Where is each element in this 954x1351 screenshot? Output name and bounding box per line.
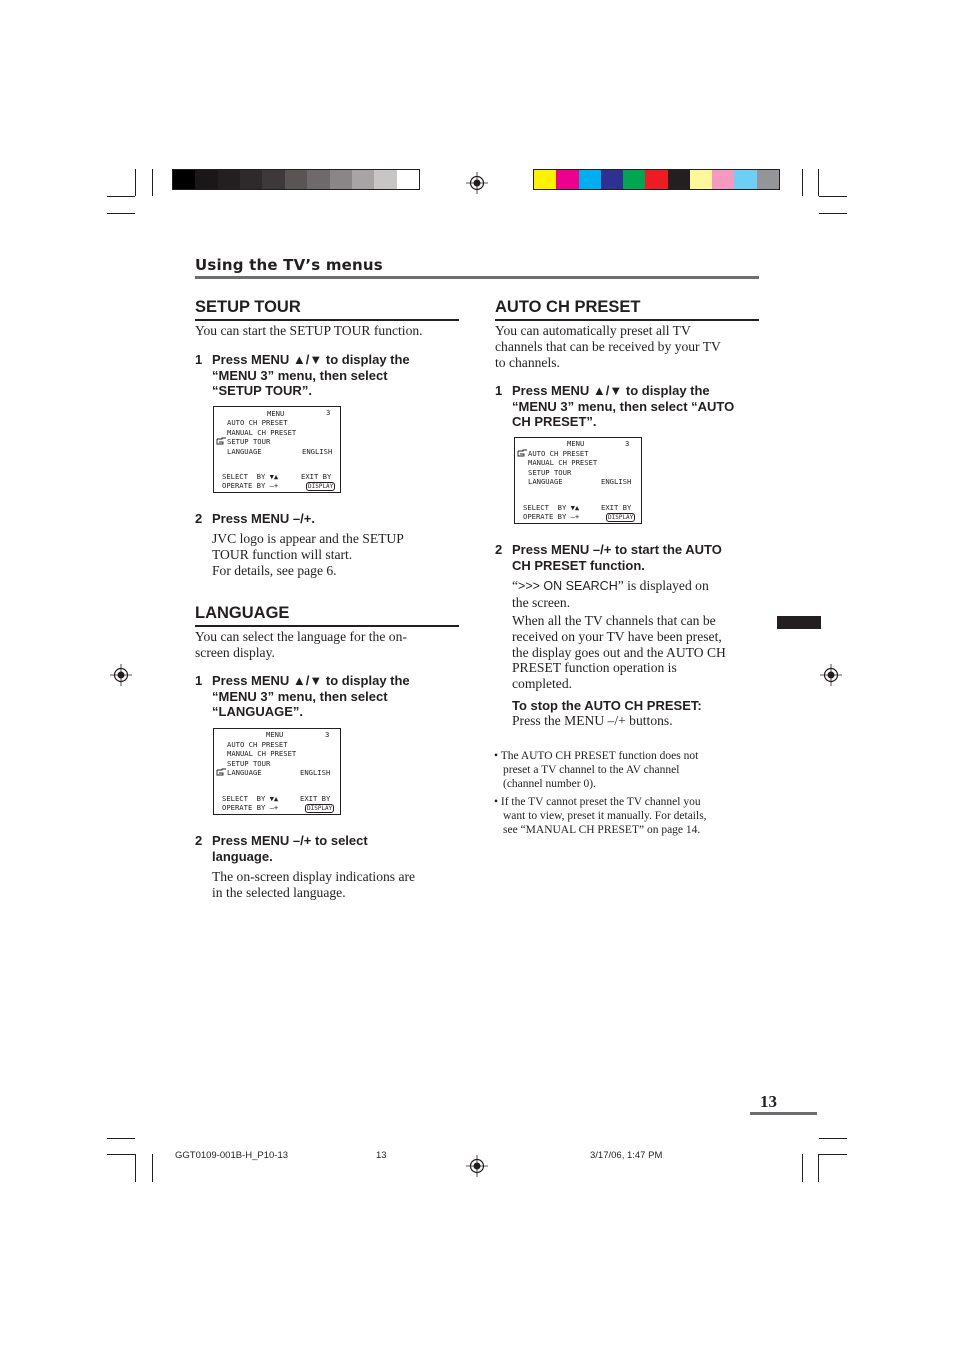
on-search-text: >>> ON SEARCH <box>518 579 618 593</box>
auto-ch-preset-stop-title: To stop the AUTO CH PRESET: <box>512 698 702 713</box>
language-rule <box>195 625 459 627</box>
language-step1-number: 1 <box>195 673 203 688</box>
osd-operate-label: OPERATE BY –+ <box>222 481 279 490</box>
body-line: screen display. <box>195 644 275 660</box>
quote-open: “ <box>512 578 519 593</box>
osd-item: MANUAL CH PRESET <box>227 428 297 437</box>
color-swatch <box>734 170 756 189</box>
auto-ch-preset-step1 <box>512 383 734 430</box>
body-line: in the selected language. <box>212 884 346 900</box>
footer-date: 3/17/06, 1:47 PM <box>590 1150 663 1161</box>
body-line: JVC logo is appear and the SETUP <box>212 531 404 546</box>
osd-operate-label: OPERATE BY –+ <box>222 803 279 812</box>
osd-menu-number: 3 <box>326 408 331 417</box>
setup-tour-step2-number: 2 <box>195 511 203 526</box>
body-line: When all the TV channels that can be <box>512 613 716 628</box>
chapter-title: Using the TV’s menus <box>195 256 383 274</box>
osd-exit-label: EXIT BY <box>601 503 632 512</box>
color-swatch <box>534 170 556 189</box>
osd-header: MENU <box>267 409 285 418</box>
color-swatch <box>601 170 623 189</box>
pointing-hand-icon <box>216 768 227 777</box>
step-line: “LANGUAGE”. <box>212 704 303 719</box>
color-swatch <box>668 170 690 189</box>
setup-tour-rule <box>195 319 459 321</box>
gray-swatch <box>262 170 284 189</box>
quote-close: ” is displayed on <box>617 578 709 593</box>
footer-file-name: GGT0109-001B-H_P10-13 <box>175 1150 289 1161</box>
body-line: TOUR function will start. <box>212 546 353 562</box>
language-step2 <box>212 833 368 864</box>
language-title: LANGUAGE <box>195 604 290 622</box>
osd-exit-label: EXIT BY <box>300 794 331 803</box>
osd-item: LANGUAGE <box>227 447 262 456</box>
osd-item: MANUAL CH PRESET <box>528 458 598 467</box>
step-line: CH PRESET function. <box>512 557 645 573</box>
language-step2-number: 2 <box>195 833 203 848</box>
gray-swatch <box>240 170 262 189</box>
auto-ch-preset-step2 <box>512 542 722 573</box>
setup-tour-intro: You can start the SETUP TOUR function. <box>195 323 423 338</box>
body-line: the display goes out and the AUTO CH <box>512 644 726 660</box>
color-swatch <box>712 170 734 189</box>
step-line: Press MENU –/+ to start the AUTO <box>512 542 722 557</box>
footer-page: 13 <box>376 1150 387 1161</box>
gray-swatch <box>285 170 307 189</box>
section-tab-marker <box>777 616 821 629</box>
body-line: The on-screen display indications are <box>212 869 416 884</box>
osd-menu-setup-tour <box>213 406 341 493</box>
grayscale-bar <box>172 169 420 190</box>
osd-select-label: SELECT BY ▼▲ <box>222 794 279 803</box>
page-number-rule <box>750 1112 817 1115</box>
step-line: Press MENU ▲/▼ to display the <box>512 383 710 398</box>
osd-item-selected: LANGUAGE <box>227 768 262 777</box>
auto-ch-preset-step1-number: 1 <box>495 383 503 398</box>
step-line: “MENU 3” menu, then select <box>212 688 388 704</box>
setup-tour-step2: Press MENU –/+. <box>212 511 315 526</box>
osd-item: LANGUAGE <box>528 477 563 486</box>
gray-swatch <box>195 170 217 189</box>
osd-display-button: DISPLAY <box>307 805 333 812</box>
color-swatch <box>645 170 667 189</box>
step-line: Press MENU ▲/▼ to display the <box>212 673 410 688</box>
registration-mark-bottom <box>466 1155 488 1177</box>
osd-menu-language <box>213 728 341 815</box>
body-line: PRESET function operation is <box>512 660 677 676</box>
auto-ch-preset-step2-number: 2 <box>495 542 503 557</box>
color-swatch <box>556 170 578 189</box>
step-line: “SETUP TOUR”. <box>212 383 312 398</box>
color-swatch <box>579 170 601 189</box>
color-swatch <box>690 170 712 189</box>
auto-ch-preset-completion <box>512 613 726 692</box>
auto-ch-preset-title: AUTO CH PRESET <box>495 298 641 316</box>
note-line: (channel number 0). <box>503 778 596 790</box>
osd-display-button: DISPLAY <box>308 483 334 490</box>
search-line <box>512 578 709 595</box>
osd-language-value: ENGLISH <box>300 768 331 777</box>
setup-tour-step1-number: 1 <box>195 352 203 367</box>
auto-ch-preset-search-message <box>512 578 709 611</box>
osd-language-value: ENGLISH <box>601 477 632 486</box>
note-line: preset a TV channel to the AV channel <box>503 764 680 776</box>
osd-header: MENU <box>567 439 585 448</box>
step-line: “MENU 3” menu, then select “AUTO <box>512 398 735 414</box>
step-line: Press MENU –/+ to select <box>212 833 368 848</box>
body-line: received on your TV have been preset, <box>512 628 722 644</box>
setup-tour-step2-body <box>212 531 404 578</box>
note-line: want to view, preset it manually. For details, <box>503 810 707 822</box>
step-line: “MENU 3” menu, then select <box>212 367 388 383</box>
body-line: the screen. <box>512 594 571 610</box>
registration-mark-top <box>466 172 488 194</box>
page-number: 13 <box>760 1092 777 1111</box>
note-line: see “MANUAL CH PRESET” on page 14. <box>503 824 701 836</box>
chapter-rule <box>195 276 759 279</box>
language-step1 <box>212 673 410 720</box>
osd-exit-label: EXIT BY <box>301 472 332 481</box>
body-line: to channels. <box>495 354 560 370</box>
auto-ch-preset-rule <box>495 319 759 321</box>
osd-display-button: DISPLAY <box>608 514 634 521</box>
osd-menu-number: 3 <box>325 730 330 739</box>
osd-item-selected: AUTO CH PRESET <box>528 449 589 458</box>
auto-ch-preset-intro <box>495 323 721 370</box>
setup-tour-title: SETUP TOUR <box>195 298 301 316</box>
gray-swatch <box>307 170 329 189</box>
osd-menu-number: 3 <box>625 439 630 448</box>
note-av-channel <box>494 749 698 791</box>
body-line: For details, see page 6. <box>212 562 337 578</box>
osd-operate-label: OPERATE BY –+ <box>523 512 580 521</box>
gray-swatch <box>374 170 396 189</box>
note-manual-preset <box>494 795 707 837</box>
osd-language-value: ENGLISH <box>302 447 333 456</box>
pointing-hand-icon <box>216 437 227 446</box>
osd-item-selected: SETUP TOUR <box>227 437 271 446</box>
body-line: You can automatically preset all TV <box>495 323 691 338</box>
body-line: completed. <box>512 676 573 692</box>
language-step2-body <box>212 869 415 901</box>
osd-select-label: SELECT BY ▼▲ <box>222 472 279 481</box>
osd-select-label: SELECT BY ▼▲ <box>523 503 580 512</box>
osd-menu-auto-ch-preset <box>514 437 642 524</box>
registration-mark-right <box>820 664 842 686</box>
auto-ch-preset-stop-body: Press the MENU –/+ buttons. <box>512 713 673 728</box>
step-line: language. <box>212 848 273 864</box>
gray-swatch <box>173 170 195 189</box>
gray-swatch <box>330 170 352 189</box>
setup-tour-step1 <box>212 352 410 399</box>
gray-swatch <box>218 170 240 189</box>
osd-item: SETUP TOUR <box>528 468 572 477</box>
color-swatch <box>757 170 779 189</box>
registration-mark-left <box>110 664 132 686</box>
body-line: You can select the language for the on- <box>195 629 407 644</box>
osd-item: AUTO CH PRESET <box>227 418 288 427</box>
color-bar <box>533 169 780 190</box>
osd-item: AUTO CH PRESET <box>227 740 288 749</box>
body-line: channels that can be received by your TV <box>495 338 721 354</box>
color-swatch <box>623 170 645 189</box>
osd-item: SETUP TOUR <box>227 759 271 768</box>
osd-header: MENU <box>266 730 284 739</box>
language-intro <box>195 629 407 661</box>
step-line: CH PRESET”. <box>512 414 597 429</box>
note-line: • The AUTO CH PRESET function does not <box>494 750 699 762</box>
pointing-hand-icon <box>517 449 528 458</box>
gray-swatch <box>352 170 374 189</box>
step-line: Press MENU ▲/▼ to display the <box>212 352 410 367</box>
osd-item: MANUAL CH PRESET <box>227 749 297 758</box>
gray-swatch <box>397 170 419 189</box>
note-line: • If the TV cannot preset the TV channel you <box>494 796 701 808</box>
